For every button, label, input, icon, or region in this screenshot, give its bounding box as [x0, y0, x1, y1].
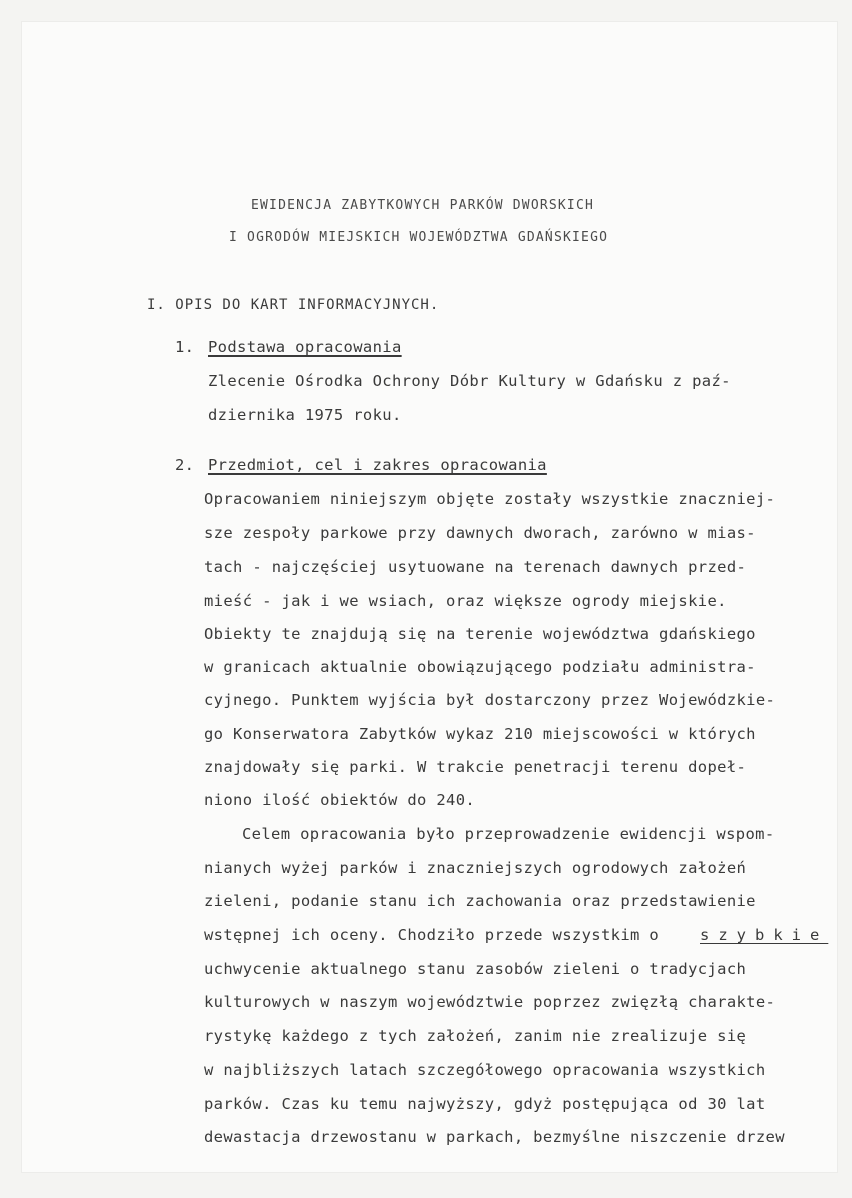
paragraph-line: dziernika 1975 roku.	[208, 406, 402, 424]
paragraph-line: Celem opracowania było przeprowadzenie ewidencji wspom-	[242, 825, 775, 843]
paragraph-line: mieść - jak i we wsiach, oraz większe ogrody miejskie.	[204, 592, 727, 610]
paragraph-line: Opracowaniem niniejszym objęte zostały wszystkie znaczniej-	[204, 490, 776, 508]
paragraph-line: niono ilość obiektów do 240.	[204, 791, 476, 809]
paragraph-line: sze zespoły parkowe przy dawnych dworach, zarówno w mias-	[204, 524, 756, 542]
paragraph-line: rystykę każdego z tych założeń, zanim nie zrealizuje się	[204, 1027, 747, 1045]
paragraph-line: Zlecenie Ośrodka Ochrony Dóbr Kultury w Gdańsku z paź-	[208, 372, 731, 390]
paragraph-line: w najbliższych latach szczegółowego opracowania wszystkich	[204, 1061, 766, 1079]
document-page	[22, 22, 837, 1172]
paragraph-line: kulturowych w naszym województwie poprzez zwięzłą charakte-	[204, 993, 776, 1011]
paragraph-line: dewastacja drzewostanu w parkach, bezmyślne niszczenie drzew	[204, 1128, 785, 1146]
paragraph-line: tach - najczęściej usytuowane na terenach dawnych przed-	[204, 558, 747, 576]
document-title-line-1: EWIDENCJA ZABYTKOWYCH PARKÓW DWORSKICH	[251, 198, 595, 213]
paragraph-line: w granicach aktualnie obowiązującego podziału administra-	[204, 658, 756, 676]
paragraph-line: go Konserwatora Zabytków wykaz 210 miejscowości w których	[204, 725, 756, 743]
paragraph-line: zieleni, podanie stanu ich zachowania oraz przedstawienie	[204, 892, 756, 910]
paragraph-line: parków. Czas ku temu najwyższy, gdyż postępująca od 30 lat	[204, 1095, 766, 1113]
paragraph-line: uchwycenie aktualnego stanu zasobów zieleni o tradycjach	[204, 960, 747, 978]
item-2-number: 2.	[175, 456, 195, 474]
emphasized-word: szybkie	[700, 926, 829, 944]
paragraph-line: nianych wyżej parków i znaczniejszych ogrodowych założeń	[204, 859, 747, 877]
paragraph-line: cyjnego. Punktem wyjścia był dostarczony przez Wojewódzkie-	[204, 691, 776, 709]
document-title-line-2: I OGRODÓW MIEJSKICH WOJEWÓDZTWA GDAŃSKIEGO	[229, 230, 609, 245]
section-heading: I. OPIS DO KART INFORMACYJNYCH.	[147, 297, 440, 313]
item-2-heading: Przedmiot, cel i zakres opracowania	[208, 456, 547, 474]
paragraph-line: znajdowały się parki. W trakcie penetracji terenu dopeł-	[204, 758, 747, 776]
paragraph-line: Obiekty te znajdują się na terenie województwa gdańskiego	[204, 625, 756, 643]
item-1-number: 1.	[175, 338, 195, 356]
item-1-heading: Podstawa opracowania	[208, 338, 402, 356]
paragraph-line: wstępnej ich oceny. Chodziło przede wszystkim o	[204, 926, 660, 944]
